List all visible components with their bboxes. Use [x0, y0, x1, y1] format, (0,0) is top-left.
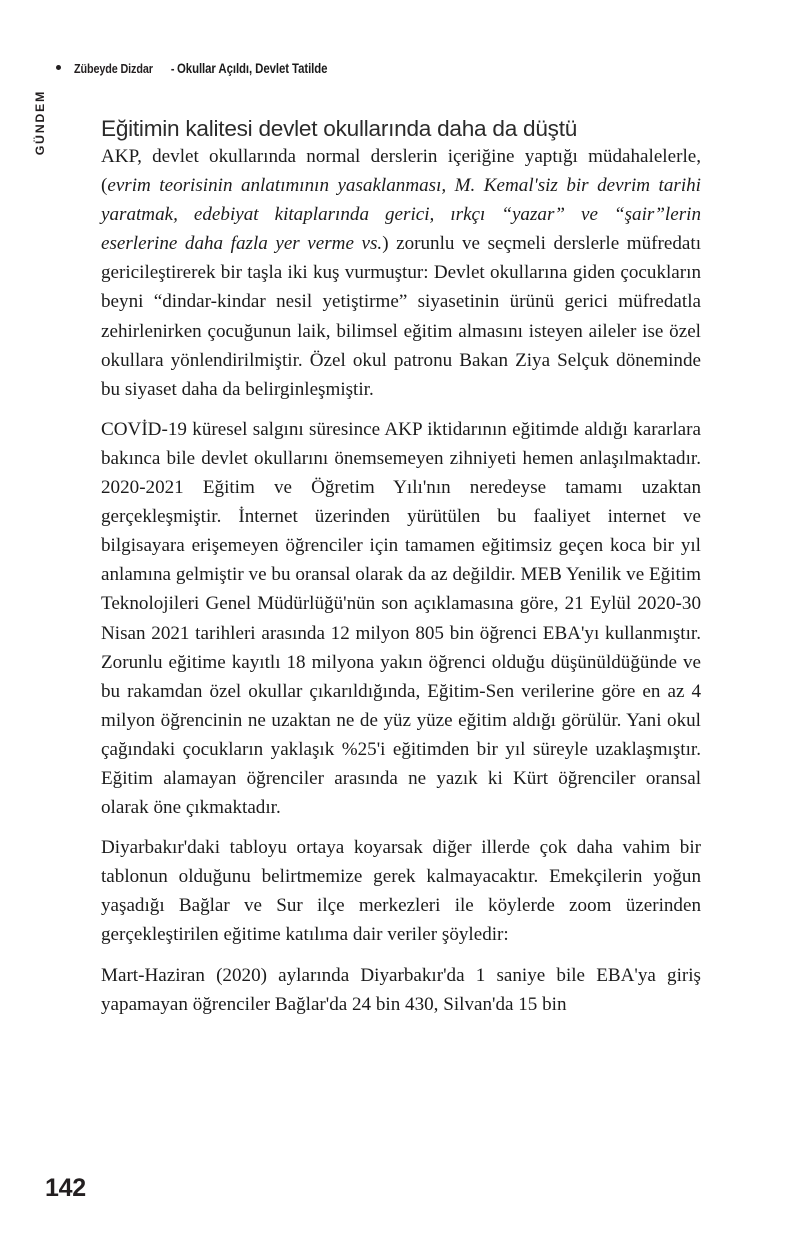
body-column: [101, 142, 701, 1019]
page-title: Eğitimin kalitesi devlet okullarında daha da düştü: [101, 116, 578, 142]
running-header-article-title: Okullar Açıldı, Devlet Tatilde: [176, 61, 327, 76]
running-header-author: Zübeyde Dizdar: [74, 61, 153, 76]
section-tab: [22, 90, 58, 190]
paragraph-1: [101, 142, 701, 404]
page-number: 142: [45, 1174, 86, 1202]
section-tab-label: GÜNDEM: [33, 90, 47, 156]
paragraph-3: Diyarbakır'daki tabloyu ortaya koyarsak diğer illerde çok daha vahim bir tablonun olduğunu belirtmemize gerek kalmayacaktır. Emekçilerin yoğun yaşadığı Bağlar ve Sur ilçe merkezleri ile köylerde zoom üzerinden gerçekleştirilen eğitime katılıma dair veriler şöyledir:: [101, 837, 701, 946]
paragraph-4: Mart-Haziran (2020) aylarında Diyarbakır'da 1 saniye bile EBA'ya giriş yapamayan öğrenciler Bağlar'da 24 bin 430, Silvan'da 15 bin: [101, 964, 701, 1015]
running-header-separator: -: [170, 61, 175, 76]
bullet-dot-icon: [56, 65, 61, 70]
paragraph-1-italic-aside: evrim teorisinin anlatımının yasaklanması, M. Kemal'siz bir devrim tarihi yaratmak, edebiyat kitaplarında gerici, ırkçı “yazar” ve “şair”lerin eserlerine daha fazla yer verme vs.: [101, 175, 701, 255]
paragraph-1-tail: ) zorunlu ve seçmeli derslerle müfredatı gericileştirerek bir taşla iki kuş vurmuştur: Devlet okullarına giden çocukların beyni “dindar-kindar nesil yetiştirme” siyasetinin ürünü gerici müfredatla zehirlenirken çocuğunun laik, bilimsel eğitim almasını isteyen aileler ise özel okullara yönlendirilmiştir. Özel okul patronu Bakan Ziya Selçuk döneminde bu siyaset daha da belirginleşmiştir.: [101, 233, 701, 400]
running-header: [56, 61, 356, 76]
paragraph-2: COVİD-19 küresel salgını süresince AKP iktidarının eğitimde aldığı kararlara bakınca bile devlet okullarını önemsemeyen zihniyeti hemen anlaşılmaktadır. 2020-2021 Eğitim ve Öğretim Yılı'nın neredeyse tamamı uzaktan gerçekleşmiştir. İnternet üzerinden yürütülen bu faaliyet internet ve bilgisayara erişemeyen öğrenciler için tamamen eğitimsiz geçen koca bir yıl anlamına gelmiştir ve bu oransal olarak da az değildir. MEB Yenilik ve Eğitim Teknolojileri Genel Müdürlüğü'nün son açıklamasına göre, 21 Eylül 2020-30 Nisan 2021 tarihleri arasında 12 milyon 805 bin öğrenci EBA'yı kullanmıştır. Zorunlu eğitime kayıtlı 18 milyona yakın öğrenci olduğu düşünüldüğünde ve bu rakamdan özel okullar çıkarıldığında, Eğitim-Sen verilerine göre en az 4 milyon öğrencinin ne uzaktan ne de yüz yüze eğitim aldığı görülür. Yani okul çağındaki çocukların yaklaşık %25'i eğitimden bir yıl süreyle uzaklaşmıştır. Eğitim alamayan öğrenciler arasında ne yazık ki Kürt öğrenciler oransal olarak öne çıkmaktadır.: [101, 418, 701, 819]
paragraph-1-lead: AKP, devlet okullarında normal derslerin içeriğine yaptığı müdahalelerle, (: [101, 146, 701, 197]
